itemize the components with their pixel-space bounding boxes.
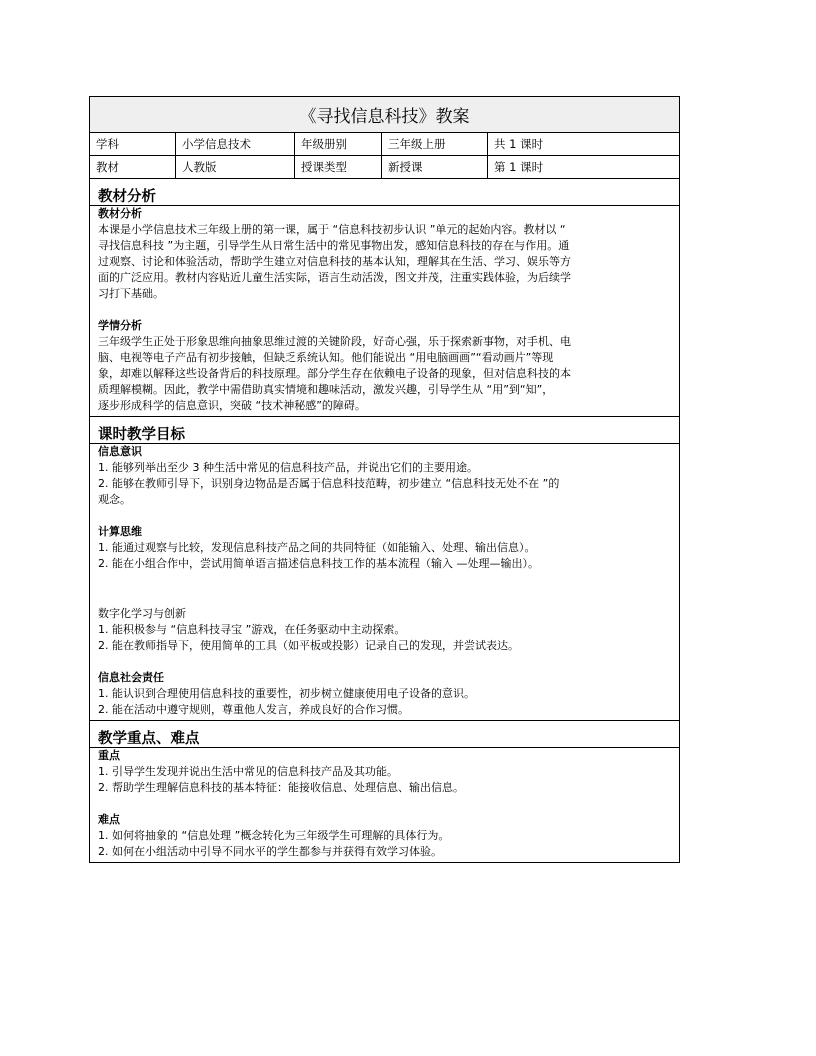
text-line: 寻找信息科技 ”为主题，引导学生从日常生活中的常见事物出发，感知信息科技的存在与作用。通: [98, 239, 570, 252]
section-heading: 课时教学目标: [98, 427, 185, 443]
list-item: 1. 能够列举出至少 3 种生活中常见的信息科技产品，并说出它们的主要用途。: [98, 461, 478, 474]
info-cell: 学科: [90, 133, 176, 156]
list-item: 1. 能通过观察与比较，发现信息科技产品之间的共同特征（如能输入、处理、输出信息）。: [98, 541, 536, 554]
text-line: 象，却难以解释这些设备背后的科技原理。部分学生存在依赖电子设备的现象，但对信息科技的本: [98, 367, 571, 380]
keypoints-section: [90, 721, 680, 748]
info-cell: 新授课: [382, 156, 488, 179]
objectives-body: [90, 444, 680, 721]
subsection-heading: 教材分析: [98, 207, 142, 220]
subsection-heading: 信息社会责任: [98, 671, 164, 684]
text-line: 质理解模糊。因此，教学中需借助真实情境和趣味活动，激发兴趣，引导学生从 “用”到“知”，: [98, 383, 554, 396]
text-line: 面的广泛应用。教材内容贴近儿童生活实际，语言生动活泼，图文并茂，注重实践体验，为后续学: [98, 271, 571, 284]
list-item: 1. 能积极参与 “信息科技寻宝 ”游戏，在任务驱动中主动探索。: [98, 623, 406, 636]
list-item: 2. 如何在小组活动中引导不同水平的学生都参与并获得有效学习体验。: [98, 845, 442, 858]
section-heading: 教学重点、难点: [98, 731, 200, 747]
list-item: 1. 能认识到合理使用信息科技的重要性，初步树立健康使用电子设备的意识。: [98, 687, 475, 700]
info-cell: 人教版: [176, 156, 295, 179]
list-item: 观念。: [98, 493, 131, 506]
info-row: [90, 156, 680, 179]
info-cell: 第 1 课时: [488, 156, 680, 179]
document-title: 《寻找信息科技》教案: [90, 97, 680, 133]
info-cell: 共 1 课时: [488, 133, 680, 156]
subsection-heading: 计算思维: [98, 525, 142, 538]
subsection-heading: 难点: [98, 813, 120, 826]
list-item: 1. 引导学生发现并说出生活中常见的信息科技产品及其功能。: [98, 765, 398, 778]
list-item: 2. 能在小组合作中，尝试用简单语言描述信息科技工作的基本流程（输入 —处理—输出）。: [98, 557, 539, 570]
lesson-plan-table: [89, 96, 680, 863]
list-item: 1. 如何将抽象的 “信息处理 ”概念转化为三年级学生可理解的具体行为。: [98, 829, 450, 842]
info-cell: 授课类型: [295, 156, 382, 179]
info-cell: 教材: [90, 156, 176, 179]
lesson-plan-document: [89, 96, 679, 863]
subsection-heading: 数字化学习与创新: [98, 607, 186, 620]
text-line: 三年级学生正处于形象思维向抽象思维过渡的关键阶段，好奇心强，乐于探索新事物，对手机、电: [98, 335, 571, 348]
info-row: [90, 133, 680, 156]
subsection-heading: 信息意识: [98, 445, 142, 458]
list-item: 2. 能在活动中遵守规则，尊重他人发言，养成良好的合作习惯。: [98, 703, 409, 716]
section-heading: 教材分析: [98, 189, 156, 205]
text-line: 脑、电视等电子产品有初步接触，但缺乏系统认知。他们能说出 “用电脑画画”“看动画片”等现: [98, 351, 554, 364]
info-cell: 年级册别: [295, 133, 382, 156]
text-line: 习打下基础。: [98, 287, 164, 300]
text-line: 本课是小学信息技术三年级上册的第一课，属于 “信息科技初步认识 ”单元的起始内容。教材以 “: [98, 223, 566, 236]
keypoints-body: [90, 748, 680, 863]
text-line: 逐步形成科学的信息意识，突破 “技术神秘感”的障碍。: [98, 399, 366, 412]
subsection-heading: 重点: [98, 749, 120, 762]
text-line: 过观察、讨论和体验活动，帮助学生建立对信息科技的基本认知，理解其在生活、学习、娱乐等方: [98, 255, 571, 268]
list-item: 2. 能在教师指导下，使用简单的工具（如平板或投影）记录自己的发现，并尝试表达。: [98, 639, 519, 652]
info-cell: 小学信息技术: [176, 133, 295, 156]
list-item: 2. 帮助学生理解信息科技的基本特征：能接收信息、处理信息、输出信息。: [98, 781, 464, 794]
objectives-section: [90, 417, 680, 444]
list-item: 2. 能够在教师引导下，识别身边物品是否属于信息科技范畴，初步建立 “信息科技无处不在 ”的: [98, 477, 560, 490]
analysis-section: [90, 179, 680, 206]
analysis-body: [90, 206, 680, 417]
info-cell: 三年级上册: [382, 133, 488, 156]
subsection-heading: 学情分析: [98, 319, 142, 332]
